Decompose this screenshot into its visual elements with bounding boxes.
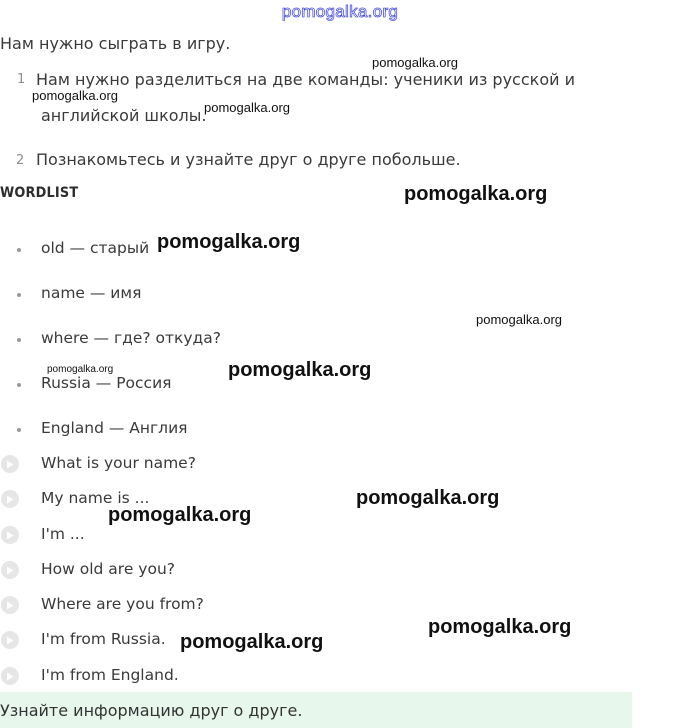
word-item: name — имя bbox=[41, 284, 142, 302]
step-number: 2 bbox=[16, 153, 25, 168]
word-item: England — Англия bbox=[41, 419, 188, 437]
task-text: Узнайте информацию друг о друге. bbox=[0, 701, 303, 720]
watermark: pomogalka.org bbox=[428, 616, 572, 638]
watermark: pomogalka.org bbox=[356, 487, 500, 509]
step-text-continued: английской школы. bbox=[41, 106, 207, 125]
play-icon[interactable] bbox=[1, 490, 19, 508]
watermark: pomogalka.org bbox=[228, 359, 372, 381]
phrase-item: Where are you from? bbox=[41, 595, 204, 613]
phrase-item: I'm from Russia. bbox=[41, 630, 166, 648]
step-text: Познакомьтесь и узнайте друг о друге побольше. bbox=[36, 150, 461, 169]
dot-icon bbox=[17, 383, 21, 387]
intro-text: Нам нужно сыграть в игру. bbox=[0, 34, 231, 53]
wordlist-title: WORDLIST bbox=[0, 185, 79, 201]
watermark: pomogalka.org bbox=[157, 231, 301, 253]
step-number: 1 bbox=[17, 72, 26, 87]
phrase-item: I'm from England. bbox=[41, 666, 179, 684]
dot-icon bbox=[17, 428, 21, 432]
watermark: pomogalka.org bbox=[476, 312, 562, 327]
play-icon[interactable] bbox=[1, 526, 19, 544]
word-item: Russia — Россия bbox=[41, 374, 172, 392]
phrase-item: How old are you? bbox=[41, 560, 175, 578]
play-icon[interactable] bbox=[1, 561, 19, 579]
watermark: pomogalka.org bbox=[372, 55, 458, 70]
watermark: pomogalka.org bbox=[204, 100, 290, 115]
play-icon[interactable] bbox=[1, 631, 19, 649]
dot-icon bbox=[17, 248, 21, 252]
watermark: pomogalka.org bbox=[47, 364, 114, 375]
site-title: pomogalka.org bbox=[281, 2, 399, 21]
phrase-item: I'm ... bbox=[41, 525, 85, 543]
play-icon[interactable] bbox=[1, 455, 19, 473]
step-text: Нам нужно разделиться на две команды: ученики из русской и bbox=[36, 70, 575, 89]
dot-icon bbox=[17, 338, 21, 342]
play-icon[interactable] bbox=[1, 596, 19, 614]
dot-icon bbox=[17, 293, 21, 297]
play-icon[interactable] bbox=[1, 667, 19, 685]
watermark: pomogalka.org bbox=[32, 88, 118, 103]
word-item: where — где? откуда? bbox=[41, 329, 221, 347]
watermark: pomogalka.org bbox=[108, 504, 252, 526]
word-item: old — старый bbox=[41, 239, 150, 257]
phrase-item: My name is ... bbox=[41, 489, 150, 507]
watermark: pomogalka.org bbox=[180, 631, 324, 653]
phrase-item: What is your name? bbox=[41, 454, 196, 472]
watermark: pomogalka.org bbox=[404, 183, 548, 205]
